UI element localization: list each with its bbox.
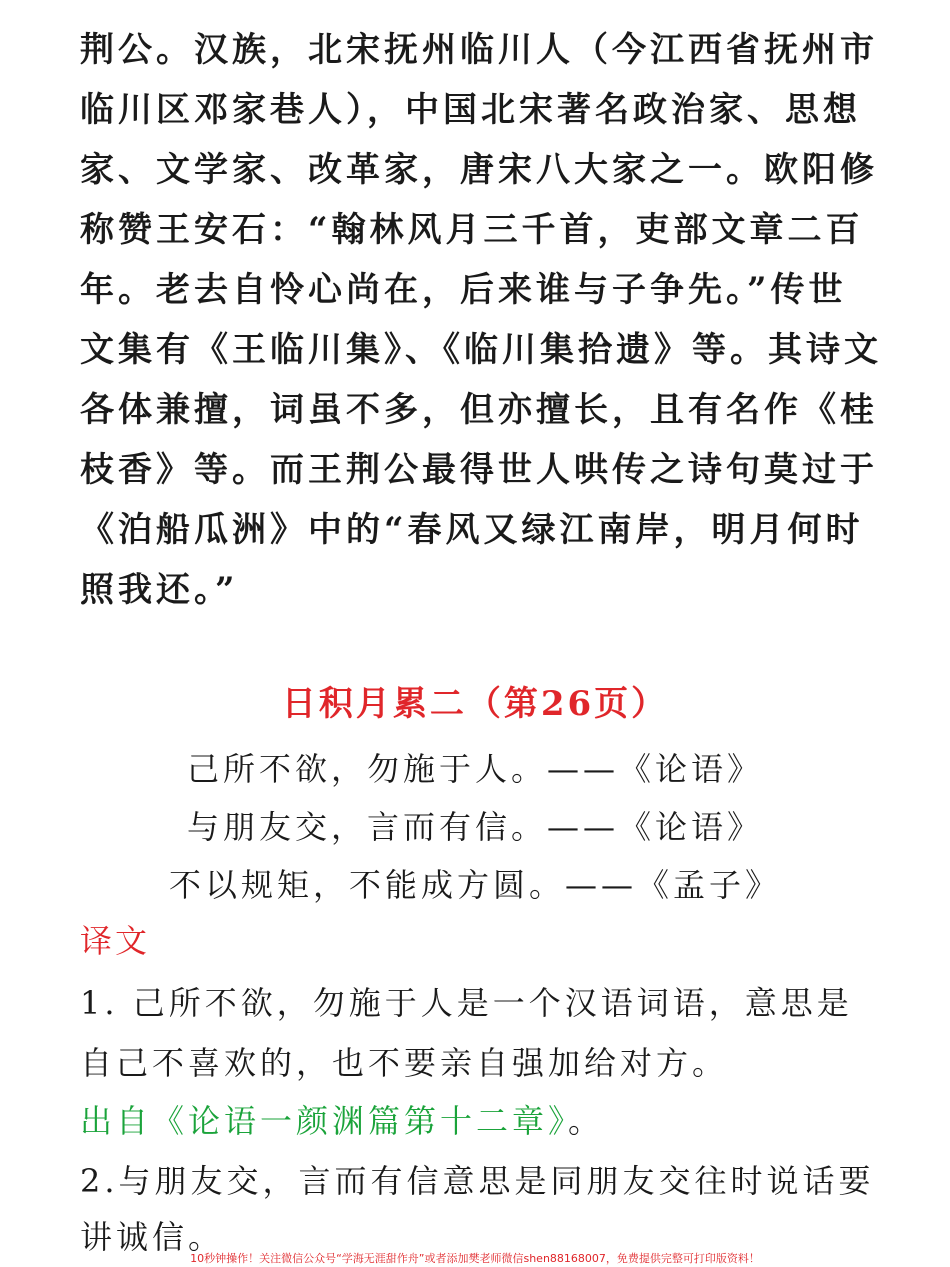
intro-line-10: 照我还。” <box>80 570 239 610</box>
intro-line-6: 文集有《王临川集》、《临川集拾遗》等。其诗文 <box>80 330 882 370</box>
translation-label: 译文 <box>80 922 151 960</box>
item1-source-end: 。 <box>568 1102 605 1140</box>
intro-line-1: 荆公。汉族，北宋抚州临川人（今江西省抚州市 <box>80 30 878 70</box>
item1-line-1: 1. 己所不欲，勿施于人是一个汉语词语，意思是 <box>80 984 853 1022</box>
intro-line-9: 《泊船瓜洲》中的“春风又绿江南岸，明月何时 <box>80 510 864 550</box>
item1-source <box>80 1096 880 1142</box>
intro-line-4: 称赞王安石：“翰林风月三千首，吏部文章二百 <box>80 210 864 250</box>
quote-1: 己所不欲，勿施于人。——《论语》 <box>186 750 763 788</box>
intro-line-5: 年。老去自怜心尚在，后来谁与子争先。”传世 <box>80 270 847 310</box>
quote-2: 与朋友交，言而有信。——《论语》 <box>186 808 763 846</box>
item1-line-2: 自己不喜欢的，也不要亲自强加给对方。 <box>80 1044 729 1082</box>
item2-line-2: 讲诚信。 <box>80 1218 225 1256</box>
intro-line-2: 临川区邓家巷人），中国北宋著名政治家、思想 <box>80 90 861 130</box>
section-title: 日积月累二（第26页） <box>281 684 669 724</box>
intro-line-8: 枝香》等。而王荆公最得世人哄传之诗句莫过于 <box>80 450 878 490</box>
item2-line-1: 2.与朋友交，言而有信意思是同朋友交往时说话要 <box>80 1162 875 1200</box>
quote-3: 不以规矩，不能成方圆。——《孟子》 <box>168 866 781 904</box>
intro-line-3: 家、文学家、改革家，唐宋八大家之一。欧阳修 <box>80 150 878 190</box>
intro-line-7: 各体兼擅，词虽不多，但亦擅长，且有名作《桂 <box>80 390 878 430</box>
footer-notice: 10秒钟操作！关注微信公众号“学海无涯甜作舟”或者添加樊老师微信shen88168007，免费提供完整可打印版资料！ <box>190 1252 760 1265</box>
item1-source-text: 出自《论语一颜渊篇第十二章》 <box>80 1102 569 1140</box>
